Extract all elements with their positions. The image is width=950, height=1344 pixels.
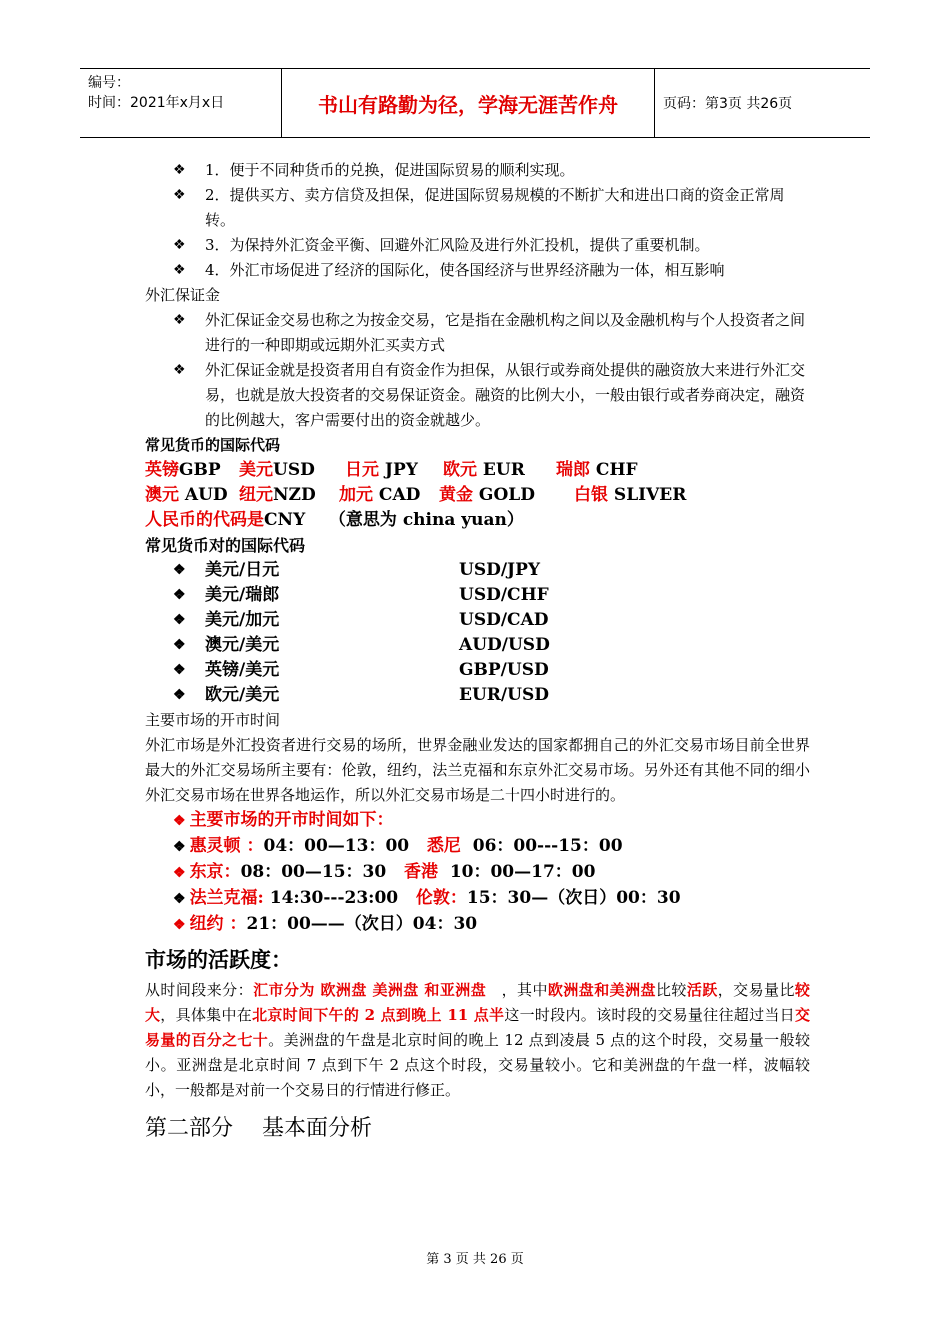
currency-pair-row — [145, 633, 810, 658]
list-item: ❖ 2．提供买方、卖方信贷及担保，促进国际贸易规模的不断扩大和进出口商的资金正常周转。 — [145, 183, 810, 233]
currency-name: 欧元 — [443, 460, 477, 480]
market-hours: 08：00—15：30 — [240, 862, 387, 882]
text-run: ，具体集中在 — [160, 1006, 253, 1024]
pair-code: AUD/USD — [459, 635, 550, 655]
pair-name: 美元/加元 — [205, 610, 280, 630]
currency-code: USD — [273, 460, 315, 480]
diamond-bullet-icon: ❖ — [173, 562, 186, 578]
diamond-bullet-icon: ❖ — [173, 237, 186, 253]
diamond-bullet-icon: ❖ — [173, 187, 186, 203]
market-name: 法兰克福: — [189, 888, 264, 908]
currency-code: EUR — [482, 460, 525, 480]
pair-code: USD/CHF — [459, 585, 549, 605]
activity-heading: 市场的活跃度： — [145, 948, 292, 972]
text-run: 从时间段来分： — [145, 981, 254, 999]
diamond-bullet-icon: ❖ — [173, 262, 186, 278]
market-name: 悉尼 — [426, 836, 461, 856]
pair-name: 澳元/美元 — [205, 635, 280, 655]
document-number-label: 编号： — [88, 75, 130, 91]
currency-pair-row — [145, 583, 810, 608]
currency-name: 加元 — [339, 485, 373, 505]
pair-code: EUR/USD — [459, 685, 549, 705]
text-run: 这一时段内。该时段的交易量往往超过当日 — [504, 1006, 795, 1024]
list-item: ❖ 外汇保证金交易也称之为按金交易，它是指在金融机构之间以及金融机构与个人投资者之间进行的一种即期或远期外汇买卖方式 — [145, 308, 810, 358]
text-run: ，交易量比 — [717, 981, 795, 999]
text-run: 比较 — [655, 981, 687, 999]
currency-name: 英镑 — [145, 460, 179, 480]
page-header — [80, 68, 870, 138]
highlight-run: 欧洲盘和美洲盘 — [547, 981, 656, 999]
text-run: 。美洲盘的午盘是北京时间的晚上 12 点到凌晨 5 点的这个时段，交易量一般较小。亚洲盘是北京时间 7 点到下午 2 点这个时段，交易量较小。它和美洲盘的午盘一样，波幅较小，一般都是对前一个交易日的行情进行修正。 — [145, 1031, 810, 1099]
diamond-bullet-icon: ❖ — [173, 637, 186, 653]
rmb-note: （意思为 china yuan） — [328, 510, 524, 530]
market-name: 东京： — [189, 862, 241, 882]
currency-name: 纽元 — [239, 485, 273, 505]
diamond-bullet-icon: ❖ — [173, 891, 186, 907]
market-hours: 15：30—（次日）00：30 — [466, 888, 681, 908]
currency-code: CHF — [595, 460, 638, 480]
market-hours: 10：00—17：00 — [449, 862, 596, 882]
times-title: 主要市场的开市时间如下： — [189, 810, 394, 830]
diamond-bullet-icon: ❖ — [173, 662, 186, 678]
pair-code: GBP/USD — [459, 660, 549, 680]
currency-code: SLIVER — [613, 485, 687, 505]
diamond-bullet-icon: ❖ — [173, 587, 186, 603]
currency-name: 美元 — [239, 460, 273, 480]
header-page-info: 页码：第3页 共26页 — [663, 96, 793, 112]
pair-name: 欧元/美元 — [205, 685, 280, 705]
pair-name: 美元/瑞郎 — [205, 585, 280, 605]
highlight-run: 交易量的百分之七十 — [145, 1006, 810, 1049]
currency-pair-row — [145, 683, 810, 708]
currency-code: JPY — [384, 460, 418, 480]
open-times-heading: 主要市场的开市时间 — [145, 711, 281, 729]
currency-code: NZD — [273, 485, 316, 505]
diamond-bullet-icon: ❖ — [173, 865, 186, 881]
diamond-bullet-icon: ❖ — [173, 839, 186, 855]
currency-pairs-heading: 常见货币对的国际代码 — [145, 536, 306, 555]
highlight-run: 北京时间下午的 2 点到晚上 11 点半 — [252, 1006, 505, 1024]
part-title: 第二部分 基本面分析 — [145, 1116, 372, 1141]
currency-name: 黄金 — [439, 485, 473, 505]
open-times-paragraph: 外汇市场是外汇投资者进行交易的场所，世界金融业发达的国家都拥自己的外汇交易市场目前全世界最大的外汇交易场所主要有：伦敦，纽约，法兰克福和东京外汇交易市场。另外还有其他不同的细小外汇交易市场在世界各地运作，所以外汇交易市场是二十四小时进行的。 — [145, 736, 810, 804]
currency-row — [145, 458, 810, 483]
highlight-run: 汇市分为 欧洲盘 美洲盘 和亚洲盘 — [253, 981, 487, 999]
diamond-bullet-icon: ❖ — [173, 362, 186, 378]
highlight-run: 活跃 — [686, 981, 718, 999]
diamond-bullet-icon: ❖ — [173, 813, 186, 829]
diamond-bullet-icon: ❖ — [173, 162, 186, 178]
page-content — [145, 158, 810, 1147]
diamond-bullet-icon: ❖ — [173, 687, 186, 703]
market-time-row — [145, 912, 810, 938]
market-name: 香港 — [403, 862, 438, 882]
rmb-code-row — [145, 508, 810, 533]
currency-row — [145, 483, 810, 508]
text-run: ，其中 — [486, 981, 548, 999]
currency-pair-row — [145, 608, 810, 633]
list-item: ❖ 3．为保持外汇资金平衡、回避外汇风险及进行外汇投机，提供了重要机制。 — [145, 233, 810, 258]
market-name: 惠灵顿 ： — [189, 836, 264, 856]
market-hours: 21：00——（次日）04：30 — [246, 914, 478, 934]
currency-name: 澳元 — [145, 485, 179, 505]
diamond-bullet-icon: ❖ — [173, 312, 186, 328]
header-left-cell — [80, 69, 282, 137]
market-name: 伦敦： — [415, 888, 467, 908]
currency-name: 日元 — [345, 460, 379, 480]
currency-code: CAD — [378, 485, 421, 505]
currency-codes-heading: 常见货币的国际代码 — [145, 436, 281, 454]
list-item: ❖ 1．便于不同种货币的兑换，促进国际贸易的顺利实现。 — [145, 158, 810, 183]
times-title-row — [145, 808, 810, 834]
currency-name: 白银 — [574, 485, 608, 505]
currency-pair-row — [145, 658, 810, 683]
currency-code: GBP — [179, 460, 221, 480]
list-item: ❖ 外汇保证金就是投资者用自有资金作为担保，从银行或券商处提供的融资放大来进行外汇交易，也就是放大投资者的交易保证资金。融资的比例大小，一般由银行或者券商决定，融资的比例越大，客户需要付出的资金就越少。 — [145, 358, 810, 433]
market-time-row — [145, 834, 810, 860]
rmb-label: 人民币的代码是 — [145, 510, 264, 530]
currency-code: AUD — [184, 485, 228, 505]
list-item: ❖ 4．外汇市场促进了经济的国际化，使各国经济与世界经济融为一体，相互影响 — [145, 258, 810, 283]
margin-heading: 外汇保证金 — [145, 286, 221, 304]
diamond-bullet-icon: ❖ — [173, 917, 186, 933]
currency-name: 瑞郎 — [556, 460, 590, 480]
market-time-row — [145, 886, 810, 912]
header-motto: 书山有路勤为径，学海无涯苦作舟 — [282, 69, 655, 137]
market-hours: 06：00---15：00 — [472, 836, 623, 856]
activity-paragraph — [145, 978, 810, 1103]
pair-code: USD/JPY — [459, 560, 541, 580]
diamond-bullet-icon: ❖ — [173, 612, 186, 628]
currency-pair-row — [145, 558, 810, 583]
market-time-row — [145, 860, 810, 886]
market-hours: 14:30---23:00 — [269, 888, 399, 908]
pair-name: 英镑/美元 — [205, 660, 280, 680]
pair-name: 美元/日元 — [205, 560, 280, 580]
rmb-code: CNY — [264, 510, 306, 530]
market-name: 纽约 ： — [189, 914, 247, 934]
pair-code: USD/CAD — [459, 610, 549, 630]
highlight-run: 较大 — [145, 981, 810, 1024]
currency-code: GOLD — [478, 485, 535, 505]
page-footer: 第 3 页 共 26 页 — [426, 1252, 524, 1267]
market-hours: 04：00—13：00 — [263, 836, 410, 856]
document-date-label: 时间：2021年x月x日 — [88, 95, 225, 111]
